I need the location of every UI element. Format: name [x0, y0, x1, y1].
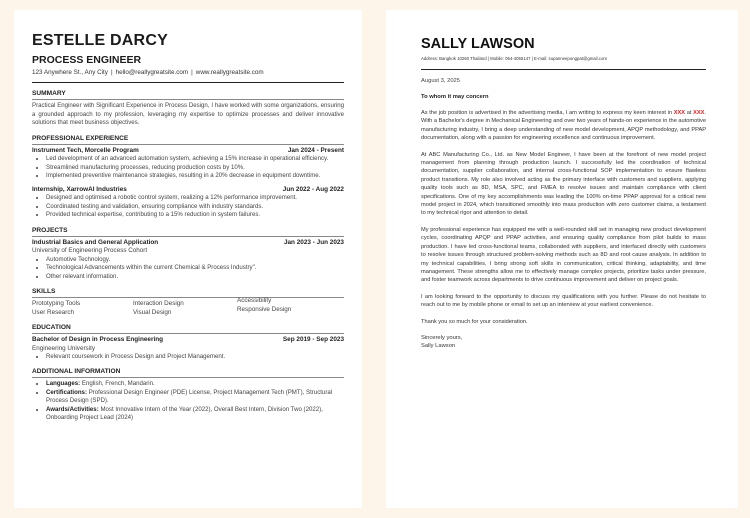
entry-bullets: [32, 194, 344, 220]
paragraph-text: . With a Bachelor's degree in Mechanical Engineering and over two years of hands-on experience in the automotive manufacturing industry, I bring a deep understanding of new model development, APQP methodology, and PPAP documentation, along with a passion for engineering excellence and continuous improvement.: [421, 110, 706, 142]
letter-signature: Sally Lawson: [421, 343, 456, 350]
cover-letter-page: [386, 10, 738, 508]
letter-date: August 3, 2025: [421, 78, 460, 84]
skill-item: Accessibility: [237, 297, 272, 305]
entry-title: Industrial Basics and General Application: [32, 238, 159, 246]
bullet-item: • Led development of an advanced automation system, achieving a 15% increase in operational efficiency.: [46, 155, 344, 164]
item-label: Languages:: [46, 380, 81, 388]
skills-column: [32, 300, 133, 317]
section-heading: EDUCATION: [32, 324, 344, 334]
letter-paragraph: [421, 109, 706, 143]
section-heading: SKILLS: [32, 288, 344, 298]
contact-separator: |: [191, 69, 193, 76]
header-divider: [32, 82, 344, 83]
entry-title: Bachelor of Design in Process Engineering: [32, 336, 164, 343]
projects-section: [32, 227, 344, 281]
item-label: Certifications:: [46, 388, 87, 396]
resume-job-title: PROCESS ENGINEER: [32, 54, 142, 66]
education-entry: [32, 336, 344, 361]
entry-bullets: [32, 353, 344, 362]
paragraph-text: at: [685, 110, 694, 116]
skill-item: Responsive Design: [237, 305, 292, 313]
section-heading: ADDITIONAL INFORMATION: [32, 368, 344, 378]
bullet-item: • Coordinated testing and validation, ensuring compliance with industry standards.: [46, 203, 344, 212]
bullet-item: • Implemented preventive maintenance strategies, resulting in a 20% decrease in equipment downtime.: [46, 172, 344, 181]
bullet-item: • Other relevant information.: [46, 273, 344, 282]
contact-website: www.reallygreatsite.com: [195, 69, 264, 76]
item-text: Professional Design Engineer (PDE) License, Project Management Tech (PMT), Structural Process Design (SPD).: [46, 388, 333, 405]
entry-dates: Jan 2024 - Present: [287, 146, 344, 154]
letter-contact-line: Address: Bangkok 10260 Thailand | Mobile: 064-4055147 | E-mail: supanneepongpat@gmail.com: [421, 56, 607, 61]
resume-content: [32, 32, 344, 423]
letter-greeting: To whom it may concern: [421, 94, 489, 100]
bullet-item: • Designed and optimised a robotic control system, realizing a 12% performance improvement.: [46, 194, 344, 203]
entry-bullets: [32, 256, 344, 282]
letter-paragraph: My professional experience has equipped me with a well-rounded skill set in managing new product development cycles, coordinating APQP and PPAP activities, and ensuring quality compliance from pilot builds to mass production. I have led cross-functional teams, collaborated with suppliers, and interfaced directly with customers to resolve issues through structured problem-solving methods such as 8D and root cause analysis. In addition to my technical capabilities, I bring strong soft skills in communication, critical thinking, adaptability, and time management. These strengths allow me to effectively manage complex projects, prioritize tasks under pressure, and foster teamwork across departments to drive continuous improvement and deliver on project goals.: [421, 226, 706, 284]
contact-separator: |: [110, 69, 113, 76]
entry-dates: Jan 2023 - Jun 2023: [283, 238, 344, 246]
item-text: Most Innovative Intern of the Year (2022), Overall Best Intern, Division Two (2022), Onboarding Project Lead (2024): [46, 405, 323, 422]
entry-subtitle: Engineering University: [32, 344, 95, 352]
skills-column: [237, 297, 344, 317]
letter-content: [421, 36, 706, 351]
skill-item: Visual Design: [133, 308, 172, 316]
skill-item: User Research: [32, 308, 74, 316]
resume-contact-line: [32, 69, 344, 77]
summary-section: [32, 90, 344, 128]
additional-item: [46, 380, 344, 389]
skills-grid: [32, 297, 344, 317]
bullet-item: • Provided technical expertise, contributing to a 15% reduction in system failures.: [46, 211, 344, 220]
resume-page: [14, 10, 362, 508]
contact-address: 123 Anywhere St., Any City: [32, 69, 108, 76]
placeholder-highlight: XXX: [693, 110, 705, 116]
skills-section: [32, 288, 344, 317]
entry-dates: Jun 2022 - Aug 2022: [282, 185, 344, 193]
paragraph-text: As the job position is advertised in the advertising media, I am writing to express my keen interest in: [421, 110, 674, 116]
bullet-item: • Streamlined manufacturing processes, reducing production costs by 10%.: [46, 164, 344, 173]
section-heading: PROFESSIONAL EXPERIENCE: [32, 135, 344, 145]
letter-paragraph: I am looking forward to the opportunity to discuss my qualifications with you further. Please do not hesitate to reach out to me by mobile phone or email to set up an interview at your earliest convenience.: [421, 293, 706, 309]
additional-info-list: [32, 380, 344, 423]
entry-dates: Sep 2019 - Sep 2023: [282, 336, 344, 343]
placeholder-highlight: XXX: [673, 110, 686, 116]
letter-paragraph: Thank you so much for your consideration.: [421, 318, 528, 325]
education-section: [32, 324, 344, 361]
additional-info-section: [32, 368, 344, 423]
item-text: English, French, Mandarin.: [81, 380, 155, 388]
header-divider: [421, 69, 706, 70]
section-heading: PROJECTS: [32, 227, 344, 237]
experience-section: [32, 135, 344, 220]
letter-name: SALLY LAWSON: [421, 36, 535, 52]
experience-entry: [32, 147, 344, 181]
skills-column: [133, 300, 237, 317]
additional-item: [46, 389, 344, 406]
letter-paragraph: At ABC Manufacturing Co., Ltd. as New Model Engineer, I have been at the forefront of new model project management from planning through production launch. I successfully led the coordination of technical documentation, supplier collaboration, and internal cross-functional SOP implementation to ensure flawless product transitions. My role also involved acting as the primary interface with customers and suppliers, applying quality tools such as 8D, MSA, SPC, and FMEA to resolve issues and maintain compliance with client specifications. One of my key accomplishments was leading the 100% on-time PPAP approval for a critical new model project in 2024, which transitioned smoothly into mass production with zero customer claims, a testament to my technical rigor and attention to detail.: [421, 151, 706, 217]
experience-entry: [32, 186, 344, 220]
bullet-item: • Automotive Technology.: [46, 256, 344, 265]
entry-title: Instrument Tech, Morcelle Program: [32, 146, 139, 154]
resume-name: ESTELLE DARCY: [32, 32, 168, 49]
bullet-item: • Technological Advancements within the current Chemical & Process Industry".: [46, 264, 344, 273]
contact-email: hello@reallygreatsite.com: [115, 69, 189, 76]
section-heading: SUMMARY: [32, 90, 344, 100]
skill-item: Prototyping Tools: [32, 300, 81, 308]
letter-closing: Sincerely yours,: [421, 334, 463, 341]
entry-subtitle: University of Engineering Process Cohort: [32, 247, 148, 255]
project-entry: [32, 239, 344, 281]
item-label: Awards/Activities:: [46, 405, 99, 413]
letter-signoff: [421, 334, 706, 351]
entry-bullets: [32, 155, 344, 181]
summary-text: Practical Engineer with Significant Experience in Process Design, I have worked with some organizations, ensuring a grounded approach to my profession, leveraging my expertise to optimize processes and deliver innovative solutions that meet business objectives.: [32, 102, 344, 127]
additional-item: [46, 406, 344, 423]
entry-title: Internship, XarrowAI Industries: [32, 185, 127, 193]
bullet-item: • Relevant coursework in Process Design and Project Management.: [46, 353, 344, 362]
skill-item: Interaction Design: [133, 300, 184, 308]
